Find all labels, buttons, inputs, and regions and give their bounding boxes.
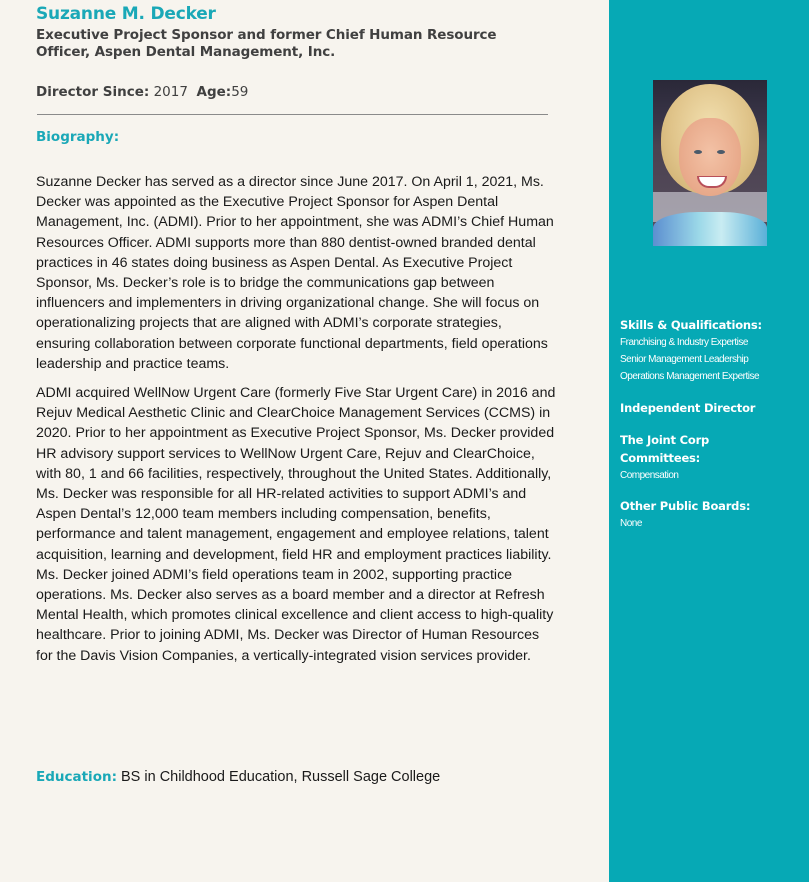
director-photo [653,80,767,246]
independence-status: Independent Director [620,401,756,415]
director-since-label: Director Since: [36,84,150,100]
biography-body [36,172,556,675]
skill-item: Operations Management Expertise [620,371,760,382]
other-boards-heading: Other Public Boards: [620,499,751,513]
divider [37,114,548,115]
director-since-value: 2017 [153,84,188,100]
education-label: Education: [36,769,117,785]
committee-item: Compensation [620,470,679,481]
independence-section [620,399,755,417]
education-value: BS in Childhood Education, Russell Sage College [121,769,441,785]
other-board-item: None [620,518,642,529]
age-value: 59 [231,84,249,100]
biography-paragraph: ADMI acquired WellNow Urgent Care (formerly Five Star Urgent Care) in 2016 and Rejuv Medical Aesthetic Clinic and ClearChoice Management Services (CCMS) in 2020. Prior to her appointment as Executive Project Sponsor, Ms. Decker provided HR advisory support services to WellNow Urgent Care, Rejuv and ClearChoice, with 80, 1 and 66 facilities, respectively, throughout the United States. Additionally, Ms. Decker was responsible for all HR-related activities to support ADMI’s and Aspen Dental’s 12,000 team members including compensation, benefits, performance and talent management, engagement and employee relations, talent acquisition, learning and development, field HR and employment practices liability. Ms. Decker joined ADMI’s field operations team in 2002, supporting practice operations. Ms. Decker also serves as a board member and a director at Refresh Mental Health, which promotes clinical excellence and client access to high-quality healthcare. Prior to joining ADMI, Ms. Decker was Director of Human Resources for the Davis Vision Companies, a vertically-integrated vision services provider. [36,385,556,664]
age-label: Age: [196,84,232,100]
other-boards-section [620,497,750,532]
biography-heading: Biography: [36,129,120,145]
skill-item: Franchising & Industry Expertise [620,337,748,348]
committees-heading-line1: The Joint Corp [620,433,710,447]
skill-item: Senior Management Leadership [620,354,749,365]
director-title: Executive Project Sponsor and former Chief Human Resource Officer, Aspen Dental Management, Inc. [36,27,497,60]
committees-heading-line2: Committees: [620,451,701,465]
skills-section [620,316,762,385]
director-name: Suzanne M. Decker [36,4,216,24]
committees-section [620,431,709,484]
education [36,769,440,785]
skills-heading: Skills & Qualifications: [620,318,762,332]
director-meta [36,84,248,100]
biography-paragraph: Suzanne Decker has served as a director since June 2017. On April 1, 2021, Ms. Decker was appointed as the Executive Project Sponsor for Aspen Dental Management, Inc. (ADMI). Prior to her appointment, she was ADMI’s Chief Human Resources Officer. ADMI supports more than 880 dentist-owned branded dental practices in 46 states doing business as Aspen Dental. As Executive Project Sponsor, Ms. Decker’s role is to bridge the communications gap between influencers and implementers in driving organizational change. She will focus on operationalizing projects that are aligned with ADMI’s corporate strategies, ensuring collaboration between corporate functional departments, field operations leadership and practice teams. [36,174,554,372]
